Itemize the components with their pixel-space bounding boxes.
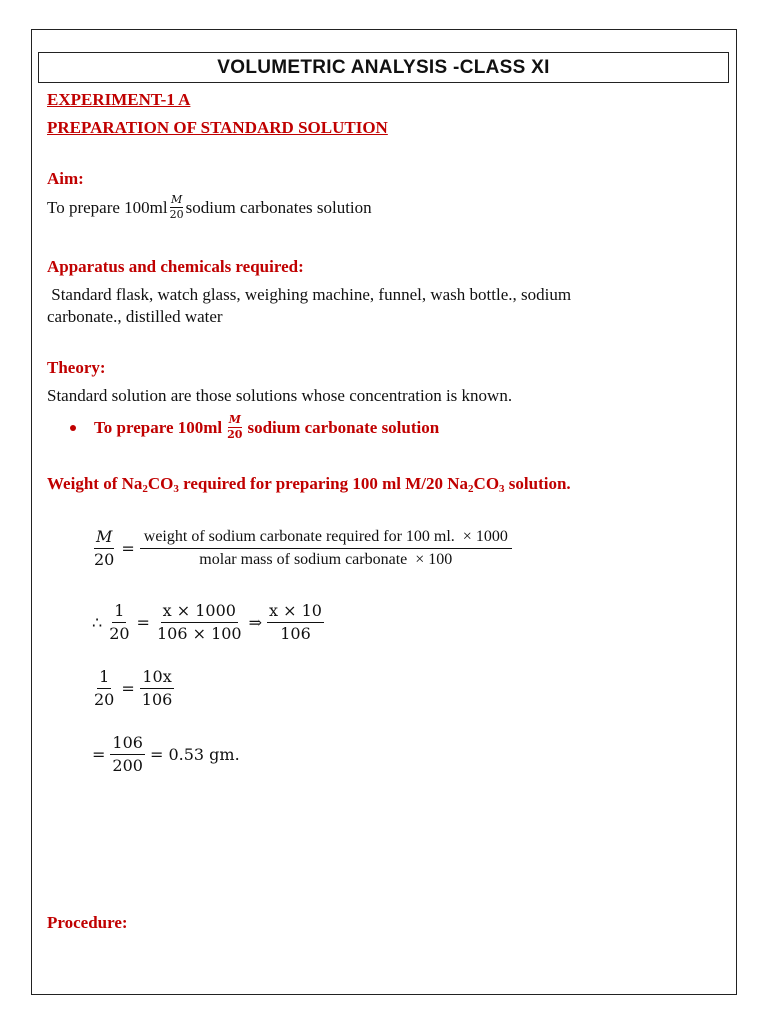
eq2-a-den: 20 <box>109 623 130 643</box>
equation-1 <box>92 528 512 568</box>
eq2-fraction-c <box>267 602 324 642</box>
bullet-frac-num: M <box>228 414 242 428</box>
apparatus-heading: Apparatus and chemicals required: <box>47 257 304 276</box>
weight-heading-sub: 2 <box>468 483 474 495</box>
eq2-c-num: x × 10 <box>267 602 324 623</box>
equation-4 <box>92 734 240 774</box>
title-box <box>38 52 729 83</box>
page-title: VOLUMETRIC ANALYSIS -CLASS XI <box>217 57 550 78</box>
eq3-fraction-b <box>140 668 175 708</box>
eq4-fraction <box>110 734 145 774</box>
weight-heading-sub: 3 <box>499 483 505 495</box>
eq1-rhs-num: weight of sodium carbonate required for 100 ml. × 1000 <box>140 528 512 549</box>
apparatus-line-1: Standard flask, watch glass, weighing machine, funnel, wash bottle., sodium <box>47 285 572 304</box>
equation-3 <box>92 668 174 708</box>
experiment-heading: EXPERIMENT-1 A <box>47 90 191 109</box>
bullet-text-after: sodium carbonate solution <box>247 417 440 437</box>
eq3-b-den: 106 <box>141 689 173 709</box>
therefore-symbol: ∴ <box>92 612 103 632</box>
apparatus-line-2: carbonate., distilled water <box>47 307 223 326</box>
procedure-heading: Procedure: <box>47 913 128 932</box>
page-border <box>31 29 737 995</box>
eq2-fraction-b <box>155 602 244 642</box>
eq1-rhs-fraction <box>140 528 512 568</box>
weight-heading <box>47 474 571 494</box>
subtitle-heading: PREPARATION OF STANDARD SOLUTION <box>47 118 388 137</box>
bullet-dot <box>70 425 76 431</box>
weight-heading-sub: 2 <box>142 483 148 495</box>
eq1-lhs-num: M <box>94 528 114 549</box>
eq2-b-den: 106 × 100 <box>156 623 242 643</box>
aim-fraction <box>169 194 185 221</box>
eq1-lhs-den: 20 <box>94 549 115 569</box>
aim-text-after: sodium carbonates solution <box>185 197 372 217</box>
equals-sign: = <box>121 538 135 558</box>
eq4-result: = 0.53 gm. <box>149 744 240 764</box>
weight-heading-part: CO <box>147 474 174 493</box>
eq2-fraction-a <box>107 602 131 642</box>
eq2-c-den: 106 <box>280 623 311 643</box>
theory-heading: Theory: <box>47 358 106 377</box>
equation-2 <box>92 602 324 642</box>
bullet-fraction <box>226 414 243 441</box>
weight-heading-sub: 3 <box>173 483 179 495</box>
eq3-b-num: 10x <box>140 668 173 689</box>
equals-sign: = <box>121 678 135 698</box>
eq1-lhs-fraction <box>92 528 116 568</box>
eq3-a-num: 1 <box>97 668 111 689</box>
weight-heading-part: Weight of Na <box>47 474 143 493</box>
theory-bullet <box>70 414 439 441</box>
weight-heading-part: CO <box>473 474 500 493</box>
implies-symbol: ⇒ <box>248 612 263 632</box>
theory-text: Standard solution are those solutions whose concentration is known. <box>47 386 513 405</box>
eq4-num: 106 <box>110 734 145 755</box>
equals-sign: = <box>92 744 106 764</box>
aim-text <box>47 194 372 221</box>
bullet-text-before: To prepare 100ml <box>94 417 223 437</box>
bullet-frac-den: 20 <box>227 428 243 442</box>
eq2-a-num: 1 <box>112 602 126 623</box>
eq2-b-num: x × 1000 <box>161 602 238 623</box>
weight-heading-part: solution. <box>504 474 571 493</box>
eq3-a-den: 20 <box>94 689 115 709</box>
aim-frac-den: 20 <box>169 208 184 222</box>
eq4-den: 200 <box>112 755 143 775</box>
eq3-fraction-a <box>92 668 116 708</box>
aim-frac-num: M <box>170 194 183 208</box>
aim-heading: Aim: <box>47 169 84 188</box>
weight-heading-part: required for preparing 100 ml M/20 Na <box>178 474 469 493</box>
eq1-rhs-den: molar mass of sodium carbonate × 100 <box>199 550 453 568</box>
equals-sign: = <box>136 612 150 632</box>
aim-text-before: To prepare 100ml <box>47 197 168 217</box>
